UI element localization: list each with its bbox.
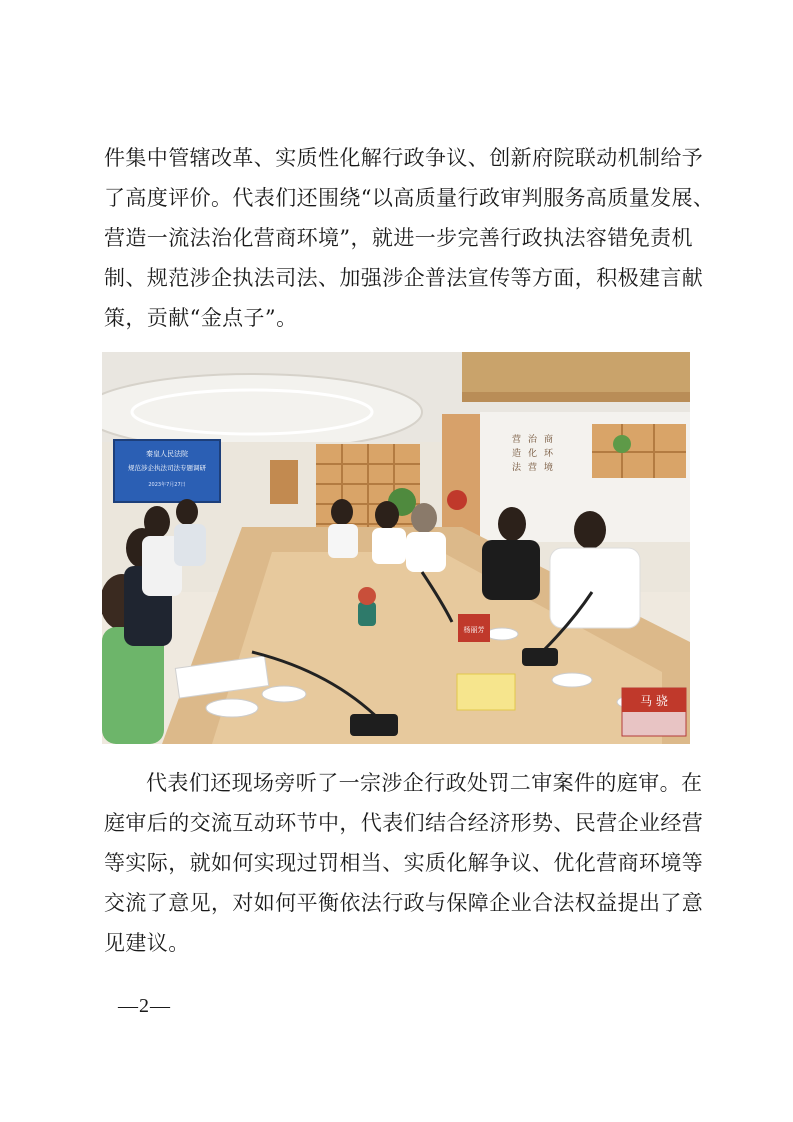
- wall-char: 治: [528, 435, 538, 445]
- paragraph-2: [104, 763, 704, 963]
- wall-char: 商: [544, 435, 554, 445]
- paragraph-1: [104, 138, 715, 338]
- text-line: 件集中管辖改革、实质性化解行政争议、创新府院联动机制给予: [104, 146, 704, 170]
- text-line: 制、规范涉企执法司法、加强涉企普法宣传等方面，积极建言献: [104, 266, 704, 290]
- wall-char: 法: [512, 463, 522, 473]
- text-line: 交流了意见，对如何平衡依法行政与保障企业合法权益提出了意: [104, 891, 704, 915]
- wall-char: 营: [528, 463, 538, 473]
- wall-char: 境: [544, 463, 554, 473]
- wall-char: 化: [528, 449, 538, 459]
- screen-text-1: 秦皇人民法院: [146, 450, 188, 458]
- wall-char: 营: [512, 435, 522, 445]
- meeting-photo: [102, 352, 690, 744]
- text-line: 营造一流法治化营商环境”，就进一步完善行政执法容错免责机: [104, 226, 693, 250]
- text-line: 了高度评价。代表们还围绕“以高质量行政审判服务高质量发展、: [104, 186, 715, 210]
- wall-char: 造: [512, 449, 522, 459]
- text-line: 代表们还现场旁听了一宗涉企行政处罚二审案件的庭审。在: [146, 771, 703, 795]
- nameplate-front: 马 骁: [640, 694, 668, 708]
- text-line: 庭审后的交流互动环节中，代表们结合经济形势、民营企业经营: [104, 811, 704, 835]
- screen-text-3: 2023年7月27日: [148, 482, 186, 488]
- wall-char: 环: [544, 449, 554, 459]
- text-line: 策，贡献“金点子”。: [104, 306, 298, 330]
- page-number: —2—: [118, 995, 171, 1017]
- text-line: 见建议。: [104, 931, 190, 955]
- nameplate-middle: 杨丽芳: [463, 626, 485, 634]
- screen-text-2: 规范涉企执法司法专题调研: [128, 464, 206, 472]
- text-line: 等实际，就如何实现过罚相当、实质化解争议、优化营商环境等: [104, 851, 704, 875]
